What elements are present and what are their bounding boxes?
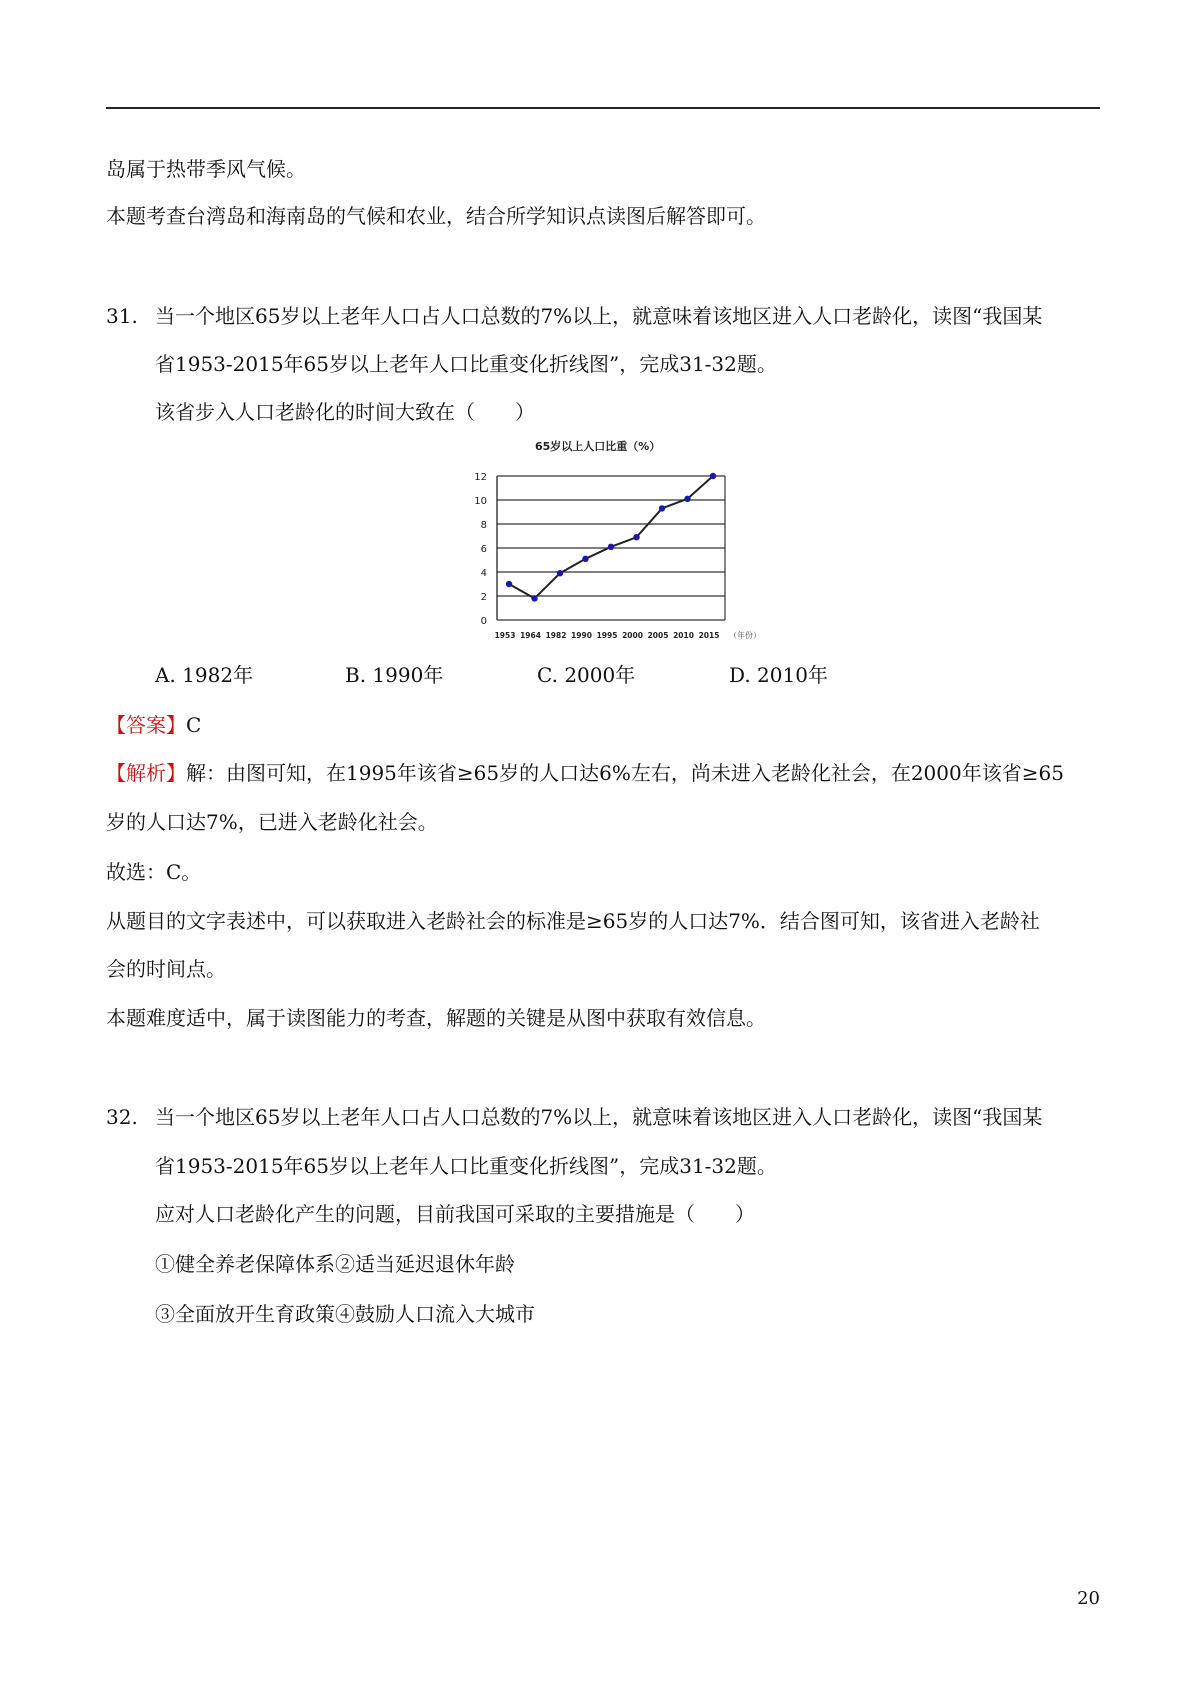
chart-title: 65岁以上人口比重（%）	[535, 440, 661, 453]
x-tick-label: 2000	[622, 631, 643, 640]
option-d	[729, 661, 828, 689]
option-b-key: B.	[345, 663, 367, 687]
y-tick-label: 6	[480, 544, 487, 555]
analysis-line-2: 岁的人口达7%，已进入老龄化社会。	[106, 810, 438, 834]
x-tick-label: 1995	[596, 631, 618, 640]
elderly-population-chart	[455, 436, 761, 656]
x-tick-label: 2005	[647, 631, 669, 640]
question-32-items-line-2: ③全面放开生育政策④鼓励人口流入大城市	[155, 1302, 535, 1326]
option-d-text: 2010年	[757, 663, 828, 687]
data-point	[659, 505, 665, 511]
data-markers	[506, 473, 716, 602]
y-tick-label: 8	[480, 520, 487, 531]
data-point	[684, 496, 690, 502]
option-c-text: 2000年	[564, 663, 636, 687]
x-tick-label: 1990	[571, 631, 592, 640]
option-b	[345, 661, 443, 689]
option-b-text: 1990年	[372, 663, 444, 687]
answer-label: 【答案】	[106, 713, 186, 737]
data-point	[557, 570, 563, 576]
x-tick-label: 1982	[545, 631, 567, 640]
y-tick-label: 0	[480, 616, 487, 627]
option-a-key: A.	[155, 663, 176, 687]
y-tick-label: 12	[474, 472, 487, 483]
previous-answer-tail: 岛属于热带季风气候。	[106, 157, 306, 181]
question-32-number: 32.	[106, 1105, 138, 1129]
note-line-1: 从题目的文字表述中，可以获取进入老龄社会的标准是≥65岁的人口达7%．结合图可知，该省进入老龄社	[106, 909, 1040, 933]
option-c-key: C.	[537, 663, 558, 687]
x-tick-label: 2010	[673, 631, 694, 640]
question-32-stem-line-2: 省1953-2015年65岁以上老年人口比重变化折线图”，完成31-32题。	[155, 1154, 777, 1178]
data-point	[608, 544, 614, 550]
data-point	[506, 581, 512, 587]
answer-value: C	[186, 713, 202, 737]
y-axis-ticks	[474, 472, 487, 627]
series-line	[509, 476, 713, 598]
question-31-prompt: 该省步入人口老龄化的时间大致在（ ）	[155, 400, 535, 424]
data-point	[531, 595, 537, 601]
x-tick-label: 2015	[698, 631, 720, 640]
page-number: 20	[1077, 1588, 1100, 1609]
option-a-text: 1982年	[182, 663, 254, 687]
option-d-key: D.	[729, 663, 751, 687]
x-axis-ticks	[495, 631, 720, 640]
x-axis-label: （年份）	[729, 631, 761, 640]
analysis-line-1	[106, 759, 1064, 787]
data-point	[710, 473, 716, 479]
question-31-number: 31.	[106, 304, 138, 328]
data-point	[582, 556, 588, 562]
previous-answer-summary: 本题考查台湾岛和海南岛的气候和农业，结合所学知识点读图后解答即可。	[106, 204, 766, 228]
answer-line	[106, 711, 201, 739]
y-tick-label: 10	[474, 496, 487, 507]
option-c	[537, 661, 635, 689]
y-tick-label: 2	[480, 592, 487, 603]
analysis-text-1: 解：由图可知，在1995年该省≥65岁的人口达6%左右，尚未进入老龄化社会，在2000年该省≥65	[186, 761, 1064, 785]
question-32-items-line-1: ①健全养老保障体系②适当延迟退休年龄	[155, 1252, 515, 1276]
question-32-stem-line-1: 当一个地区65岁以上老年人口占人口总数的7%以上，就意味着该地区进入人口老龄化，读图“我国某	[155, 1105, 1043, 1129]
analysis-label: 【解析】	[106, 761, 186, 785]
note-line-2: 会的时间点。	[106, 957, 226, 981]
x-tick-label: 1964	[520, 631, 541, 640]
option-a	[155, 661, 253, 689]
question-32-prompt: 应对人口老龄化产生的问题，目前我国可采取的主要措施是（ ）	[155, 1202, 755, 1226]
note-line-3: 本题难度适中，属于读图能力的考查，解题的关键是从图中获取有效信息。	[106, 1006, 766, 1030]
header-rule	[106, 107, 1100, 109]
x-tick-label: 1953	[494, 631, 516, 640]
data-point	[633, 534, 639, 540]
question-31-stem-line-1: 当一个地区65岁以上老年人口占人口总数的7%以上，就意味着该地区进入人口老龄化，读图“我国某	[155, 304, 1043, 328]
question-31-stem-line-2: 省1953-2015年65岁以上老年人口比重变化折线图”，完成31-32题。	[155, 352, 777, 376]
choice-line: 故选：C。	[106, 860, 202, 884]
y-tick-label: 4	[480, 568, 487, 579]
